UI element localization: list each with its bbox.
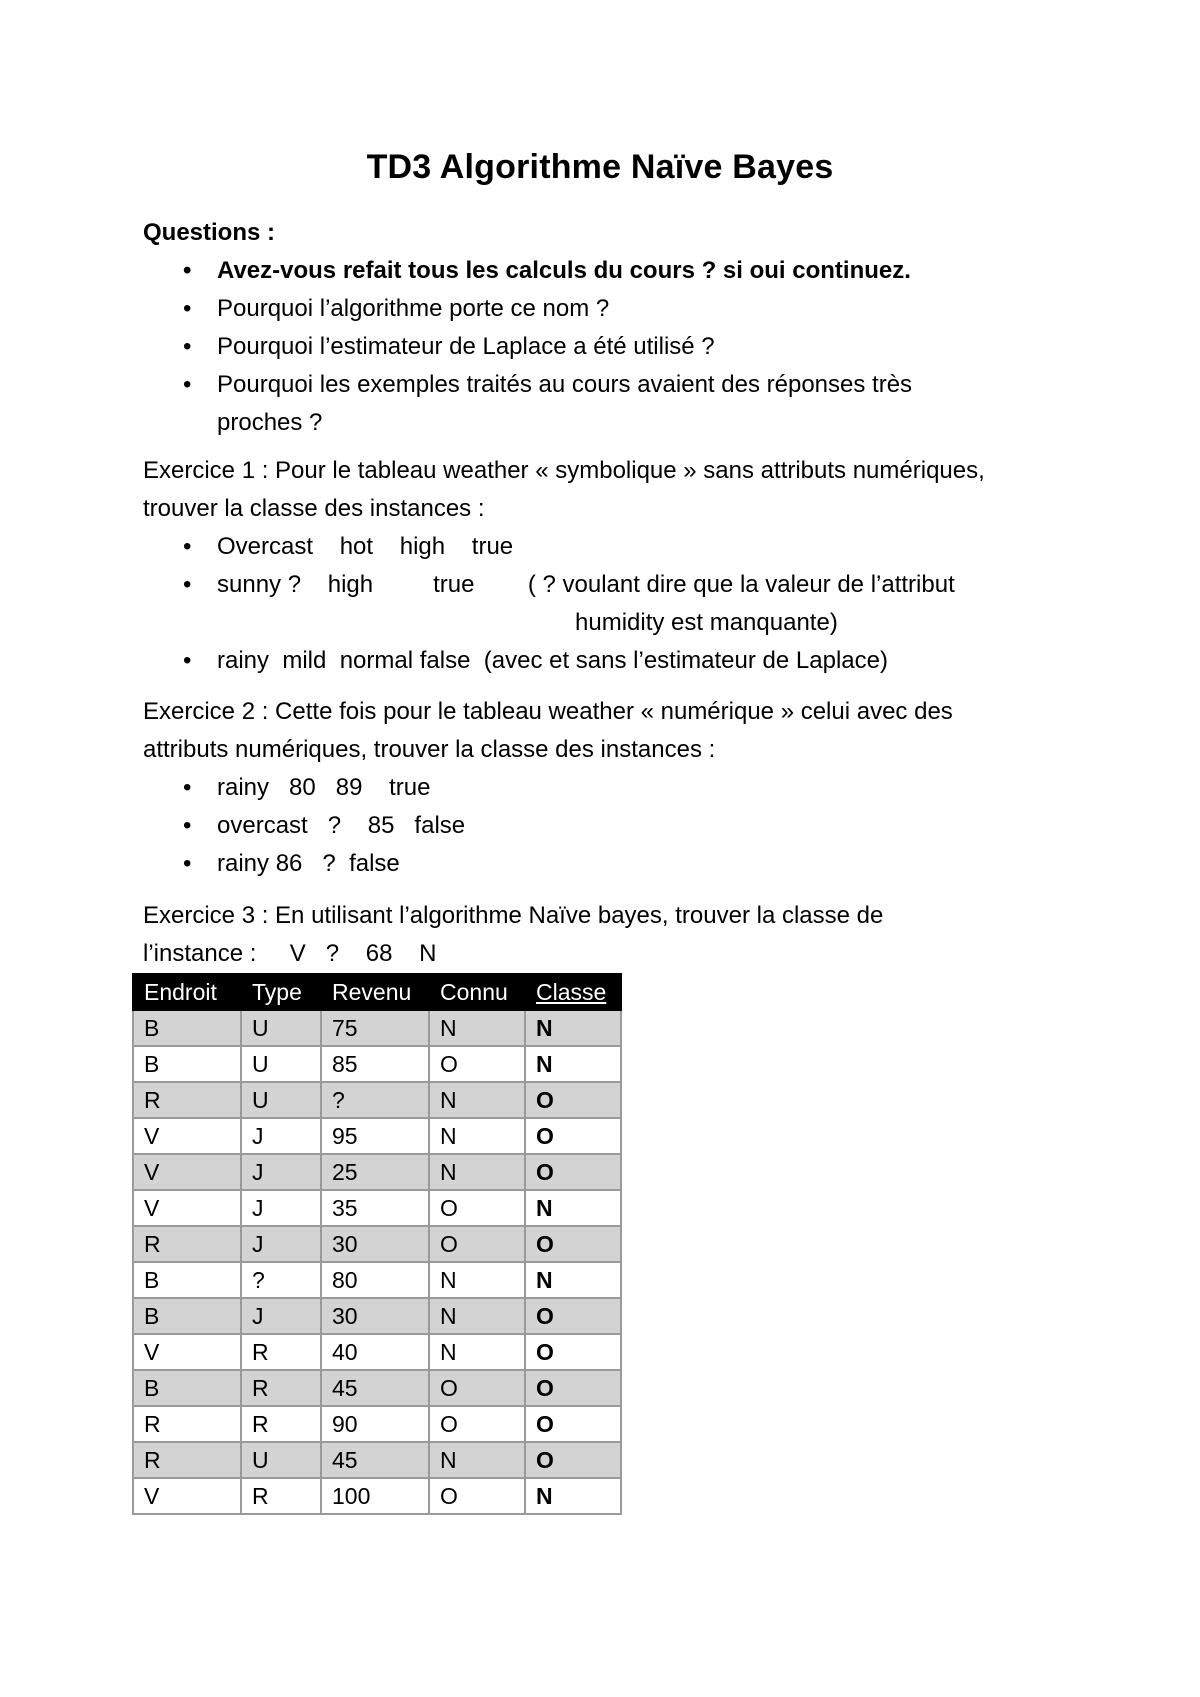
cell-endroit: V <box>133 1118 241 1154</box>
table-row <box>133 1406 621 1442</box>
cell-endroit: R <box>133 1442 241 1478</box>
column-header-classe <box>525 974 621 1010</box>
cell-classe: O <box>525 1406 621 1442</box>
table-row <box>133 1442 621 1478</box>
cell-type: U <box>241 1442 321 1478</box>
cell-connu: O <box>429 1046 525 1082</box>
cell-classe: N <box>525 1478 621 1514</box>
list-item-continuation: humidity est manquante) <box>575 609 838 636</box>
table-row <box>133 1190 621 1226</box>
questions-list <box>143 252 1083 442</box>
cell-revenu: 75 <box>321 1010 429 1046</box>
cell-classe: O <box>525 1298 621 1334</box>
cell-classe: O <box>525 1226 621 1262</box>
table-row <box>133 1082 621 1118</box>
column-header-type: Type <box>241 974 321 1010</box>
list-item: • Pourquoi les exemples traités au cours avaient des réponses très proches ? <box>143 366 937 442</box>
column-header-endroit: Endroit <box>133 974 241 1010</box>
cell-type: R <box>241 1370 321 1406</box>
cell-revenu: 40 <box>321 1334 429 1370</box>
column-header-revenu: Revenu <box>321 974 429 1010</box>
list-item: • overcast ? 85 false <box>143 807 1083 845</box>
cell-classe: O <box>525 1442 621 1478</box>
cell-endroit: R <box>133 1406 241 1442</box>
cell-connu: O <box>429 1478 525 1514</box>
cell-revenu: 25 <box>321 1154 429 1190</box>
cell-classe: O <box>525 1334 621 1370</box>
exercise2-intro-line1: Exercice 2 : Cette fois pour le tableau weather « numérique » celui avec des <box>143 698 953 725</box>
cell-endroit: B <box>133 1010 241 1046</box>
list-item: • Pourquoi l’estimateur de Laplace a été utilisé ? <box>143 328 1083 366</box>
exercise1-section <box>143 452 1083 680</box>
cell-type: ? <box>241 1262 321 1298</box>
cell-endroit: B <box>133 1046 241 1082</box>
page-title: TD3 Algorithme Naïve Bayes <box>366 148 834 186</box>
cell-endroit: V <box>133 1190 241 1226</box>
data-table <box>132 973 622 1515</box>
cell-endroit: R <box>133 1082 241 1118</box>
cell-connu: N <box>429 1334 525 1370</box>
cell-endroit: V <box>133 1478 241 1514</box>
list-item: • rainy mild normal false (avec et sans l’estimateur de Laplace) <box>143 642 1083 680</box>
cell-connu: N <box>429 1010 525 1046</box>
list-item: • Avez-vous refait tous les calculs du cours ? si oui continuez. <box>143 252 1083 290</box>
cell-revenu: 45 <box>321 1370 429 1406</box>
cell-connu: N <box>429 1442 525 1478</box>
list-item-text: sunny ? high true ( ? voulant dire que la valeur de l’attribut <box>217 571 955 598</box>
cell-connu: N <box>429 1118 525 1154</box>
table-row <box>133 1226 621 1262</box>
cell-type: J <box>241 1154 321 1190</box>
exercise1-intro-line1: Exercice 1 : Pour le tableau weather « symbolique » sans attributs numériques, <box>143 457 985 484</box>
cell-classe: O <box>525 1154 621 1190</box>
list-item: • rainy 86 ? false <box>143 845 1083 883</box>
cell-revenu: 85 <box>321 1046 429 1082</box>
table-row <box>133 1298 621 1334</box>
table-row <box>133 1154 621 1190</box>
list-item: • Pourquoi l’algorithme porte ce nom ? <box>143 290 1083 328</box>
cell-connu: N <box>429 1262 525 1298</box>
cell-revenu: 95 <box>321 1118 429 1154</box>
table-body <box>133 1010 621 1514</box>
cell-classe: O <box>525 1082 621 1118</box>
cell-type: J <box>241 1226 321 1262</box>
exercise1-list <box>143 528 1083 680</box>
exercise2-intro-line2: attributs numériques, trouver la classe des instances : <box>143 736 716 763</box>
cell-type: U <box>241 1082 321 1118</box>
exercise2-section <box>143 693 1083 883</box>
questions-section <box>143 214 1083 442</box>
cell-classe: O <box>525 1118 621 1154</box>
cell-endroit: V <box>133 1154 241 1190</box>
table-row <box>133 1046 621 1082</box>
cell-classe: N <box>525 1190 621 1226</box>
cell-type: J <box>241 1190 321 1226</box>
cell-revenu: 100 <box>321 1478 429 1514</box>
cell-revenu: ? <box>321 1082 429 1118</box>
table-row <box>133 1010 621 1046</box>
cell-revenu: 30 <box>321 1298 429 1334</box>
table-row <box>133 1478 621 1514</box>
column-header-classe-label: Classe <box>536 979 607 1005</box>
cell-endroit: B <box>133 1262 241 1298</box>
cell-revenu: 90 <box>321 1406 429 1442</box>
cell-connu: O <box>429 1226 525 1262</box>
cell-revenu: 30 <box>321 1226 429 1262</box>
cell-type: U <box>241 1046 321 1082</box>
table-row <box>133 1370 621 1406</box>
cell-connu: N <box>429 1298 525 1334</box>
cell-connu: N <box>429 1154 525 1190</box>
table-row <box>133 1118 621 1154</box>
cell-classe: O <box>525 1370 621 1406</box>
cell-type: R <box>241 1406 321 1442</box>
cell-type: J <box>241 1298 321 1334</box>
exercise1-intro-line2: trouver la classe des instances : <box>143 495 485 522</box>
list-item: • Overcast hot high true <box>143 528 1083 566</box>
cell-connu: N <box>429 1082 525 1118</box>
cell-classe: N <box>525 1046 621 1082</box>
list-item: • rainy 80 89 true <box>143 769 1083 807</box>
cell-type: R <box>241 1334 321 1370</box>
table-row <box>133 1334 621 1370</box>
cell-type: R <box>241 1478 321 1514</box>
column-header-connu: Connu <box>429 974 525 1010</box>
exercise3-intro-line2: l’instance : V ? 68 N <box>143 940 437 967</box>
cell-revenu: 35 <box>321 1190 429 1226</box>
cell-type: J <box>241 1118 321 1154</box>
exercise3-intro-line1: Exercice 3 : En utilisant l’algorithme Naïve bayes, trouver la classe de <box>143 902 884 929</box>
cell-classe: N <box>525 1262 621 1298</box>
cell-endroit: B <box>133 1298 241 1334</box>
cell-endroit: V <box>133 1334 241 1370</box>
cell-revenu: 80 <box>321 1262 429 1298</box>
table-header-row <box>133 974 621 1010</box>
table-row <box>133 1262 621 1298</box>
cell-classe: N <box>525 1010 621 1046</box>
cell-connu: O <box>429 1370 525 1406</box>
list-item <box>143 566 1083 642</box>
cell-revenu: 45 <box>321 1442 429 1478</box>
questions-heading: Questions : <box>143 219 276 246</box>
cell-connu: O <box>429 1190 525 1226</box>
cell-type: U <box>241 1010 321 1046</box>
cell-connu: O <box>429 1406 525 1442</box>
cell-endroit: R <box>133 1226 241 1262</box>
exercise2-list <box>143 769 1083 883</box>
cell-endroit: B <box>133 1370 241 1406</box>
exercise3-section <box>143 897 1083 973</box>
